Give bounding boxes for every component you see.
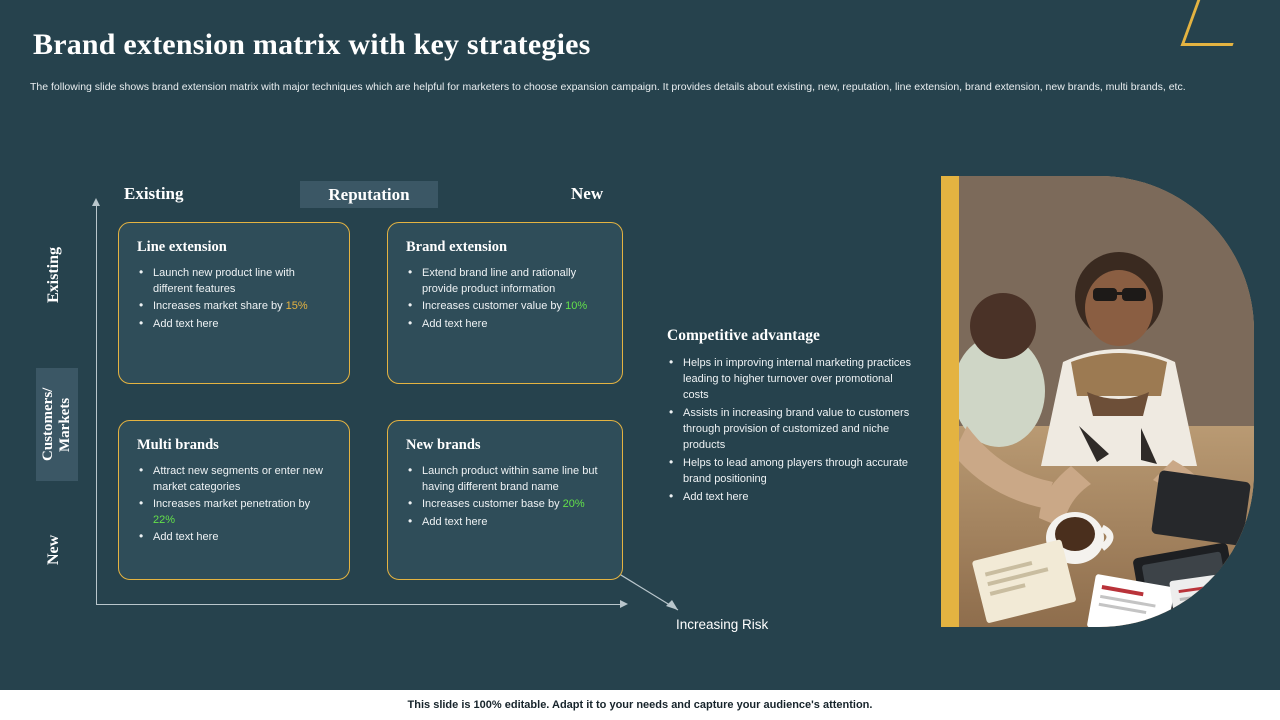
team-collaboration-photo [959,176,1254,627]
row-header-existing: Existing [45,247,62,304]
list-item [137,299,333,315]
bullet-text: Add text here [153,317,219,330]
bullet-highlight: 15% [285,300,308,312]
bullet-text: Launch product within same line but having different brand name [422,465,598,493]
matrix-card-multi-brands[interactable] [118,420,350,580]
column-header-reputation [300,181,438,208]
competitive-advantage-list [667,355,917,507]
list-item [137,497,333,528]
increasing-risk-label: Increasing Risk [676,617,769,632]
bullet-highlight: 10% [565,300,588,312]
column-header-existing: Existing [124,184,184,203]
footer-note [0,690,1280,720]
bullet-text: Attract new segments or enter new market categories [153,465,323,493]
list-item [406,497,606,513]
list-item [406,317,606,333]
vertical-axis-arrow-icon [96,205,97,605]
bullet-text: Increases market share by [153,300,286,312]
bullet-text: Add text here [153,531,219,543]
page-subtitle: The following slide shows brand extension matrix with major techniques which are helpful for marketers to choose expansion campaign. It provides details about existing, new, reputation, line extension, brand extension, new brands, multi brands, etc. [30,81,1186,93]
row-header-customers-markets-label: Customers/ Markets [40,387,73,462]
card-title: Brand extension [406,239,508,255]
list-item [406,515,606,531]
list-item [137,266,333,297]
list-item [406,266,606,297]
column-header-reputation-label: Reputation [328,184,410,204]
card-title: New brands [406,437,481,453]
bullet-text: Launch new product line with different features [153,267,295,295]
column-header-new: New [571,184,604,203]
footer-note-text: This slide is 100% editable. Adapt it to your needs and capture your audience's attention. [407,699,873,711]
bullet-text: Increases customer value by [422,300,566,312]
matrix-card-brand-extension[interactable] [387,222,623,384]
bullet-text: Extend brand line and rationally provide product information [422,267,577,295]
chevron-decoration-icon [1181,0,1252,46]
bullet-highlight: 20% [562,498,585,510]
matrix-card-line-extension[interactable] [118,222,350,384]
list-item [137,464,333,495]
list-item [137,317,333,333]
list-item: • Assists in increasing brand value to customers through provision of customized and niche products [667,405,917,453]
card-title: Multi brands [137,437,219,453]
card-bullet-list [137,464,333,546]
bullet-text: Increases customer base by [422,498,563,510]
matrix-card-new-brands[interactable] [387,420,623,580]
bullet-text: Add text here [422,515,488,528]
horizontal-axis-arrow-icon [96,604,621,605]
competitive-advantage-title: Competitive advantage [667,327,820,344]
photo-panel [941,176,1254,627]
list-item [406,299,606,315]
bullet-highlight: 22% [153,513,176,526]
list-item: • Helps to lead among players through accurate brand positioning [667,455,917,487]
bullet-text: Increases market penetration by [153,498,311,510]
card-bullet-list [406,464,606,530]
row-header-new: New [45,534,62,566]
list-item [137,530,333,546]
list-item [406,464,606,495]
card-bullet-list [137,266,333,332]
list-item: • Add text here [667,489,917,505]
page-title: Brand extension matrix with key strategies [33,28,591,61]
row-header-customers-markets [36,368,78,481]
bullet-text: Add text here [422,317,488,330]
card-bullet-list [406,266,606,332]
list-item: • Helps in improving internal marketing practices leading to higher turnover over promotional costs [667,355,917,403]
risk-arrow-icon [616,572,688,617]
card-title: Line extension [137,239,227,255]
